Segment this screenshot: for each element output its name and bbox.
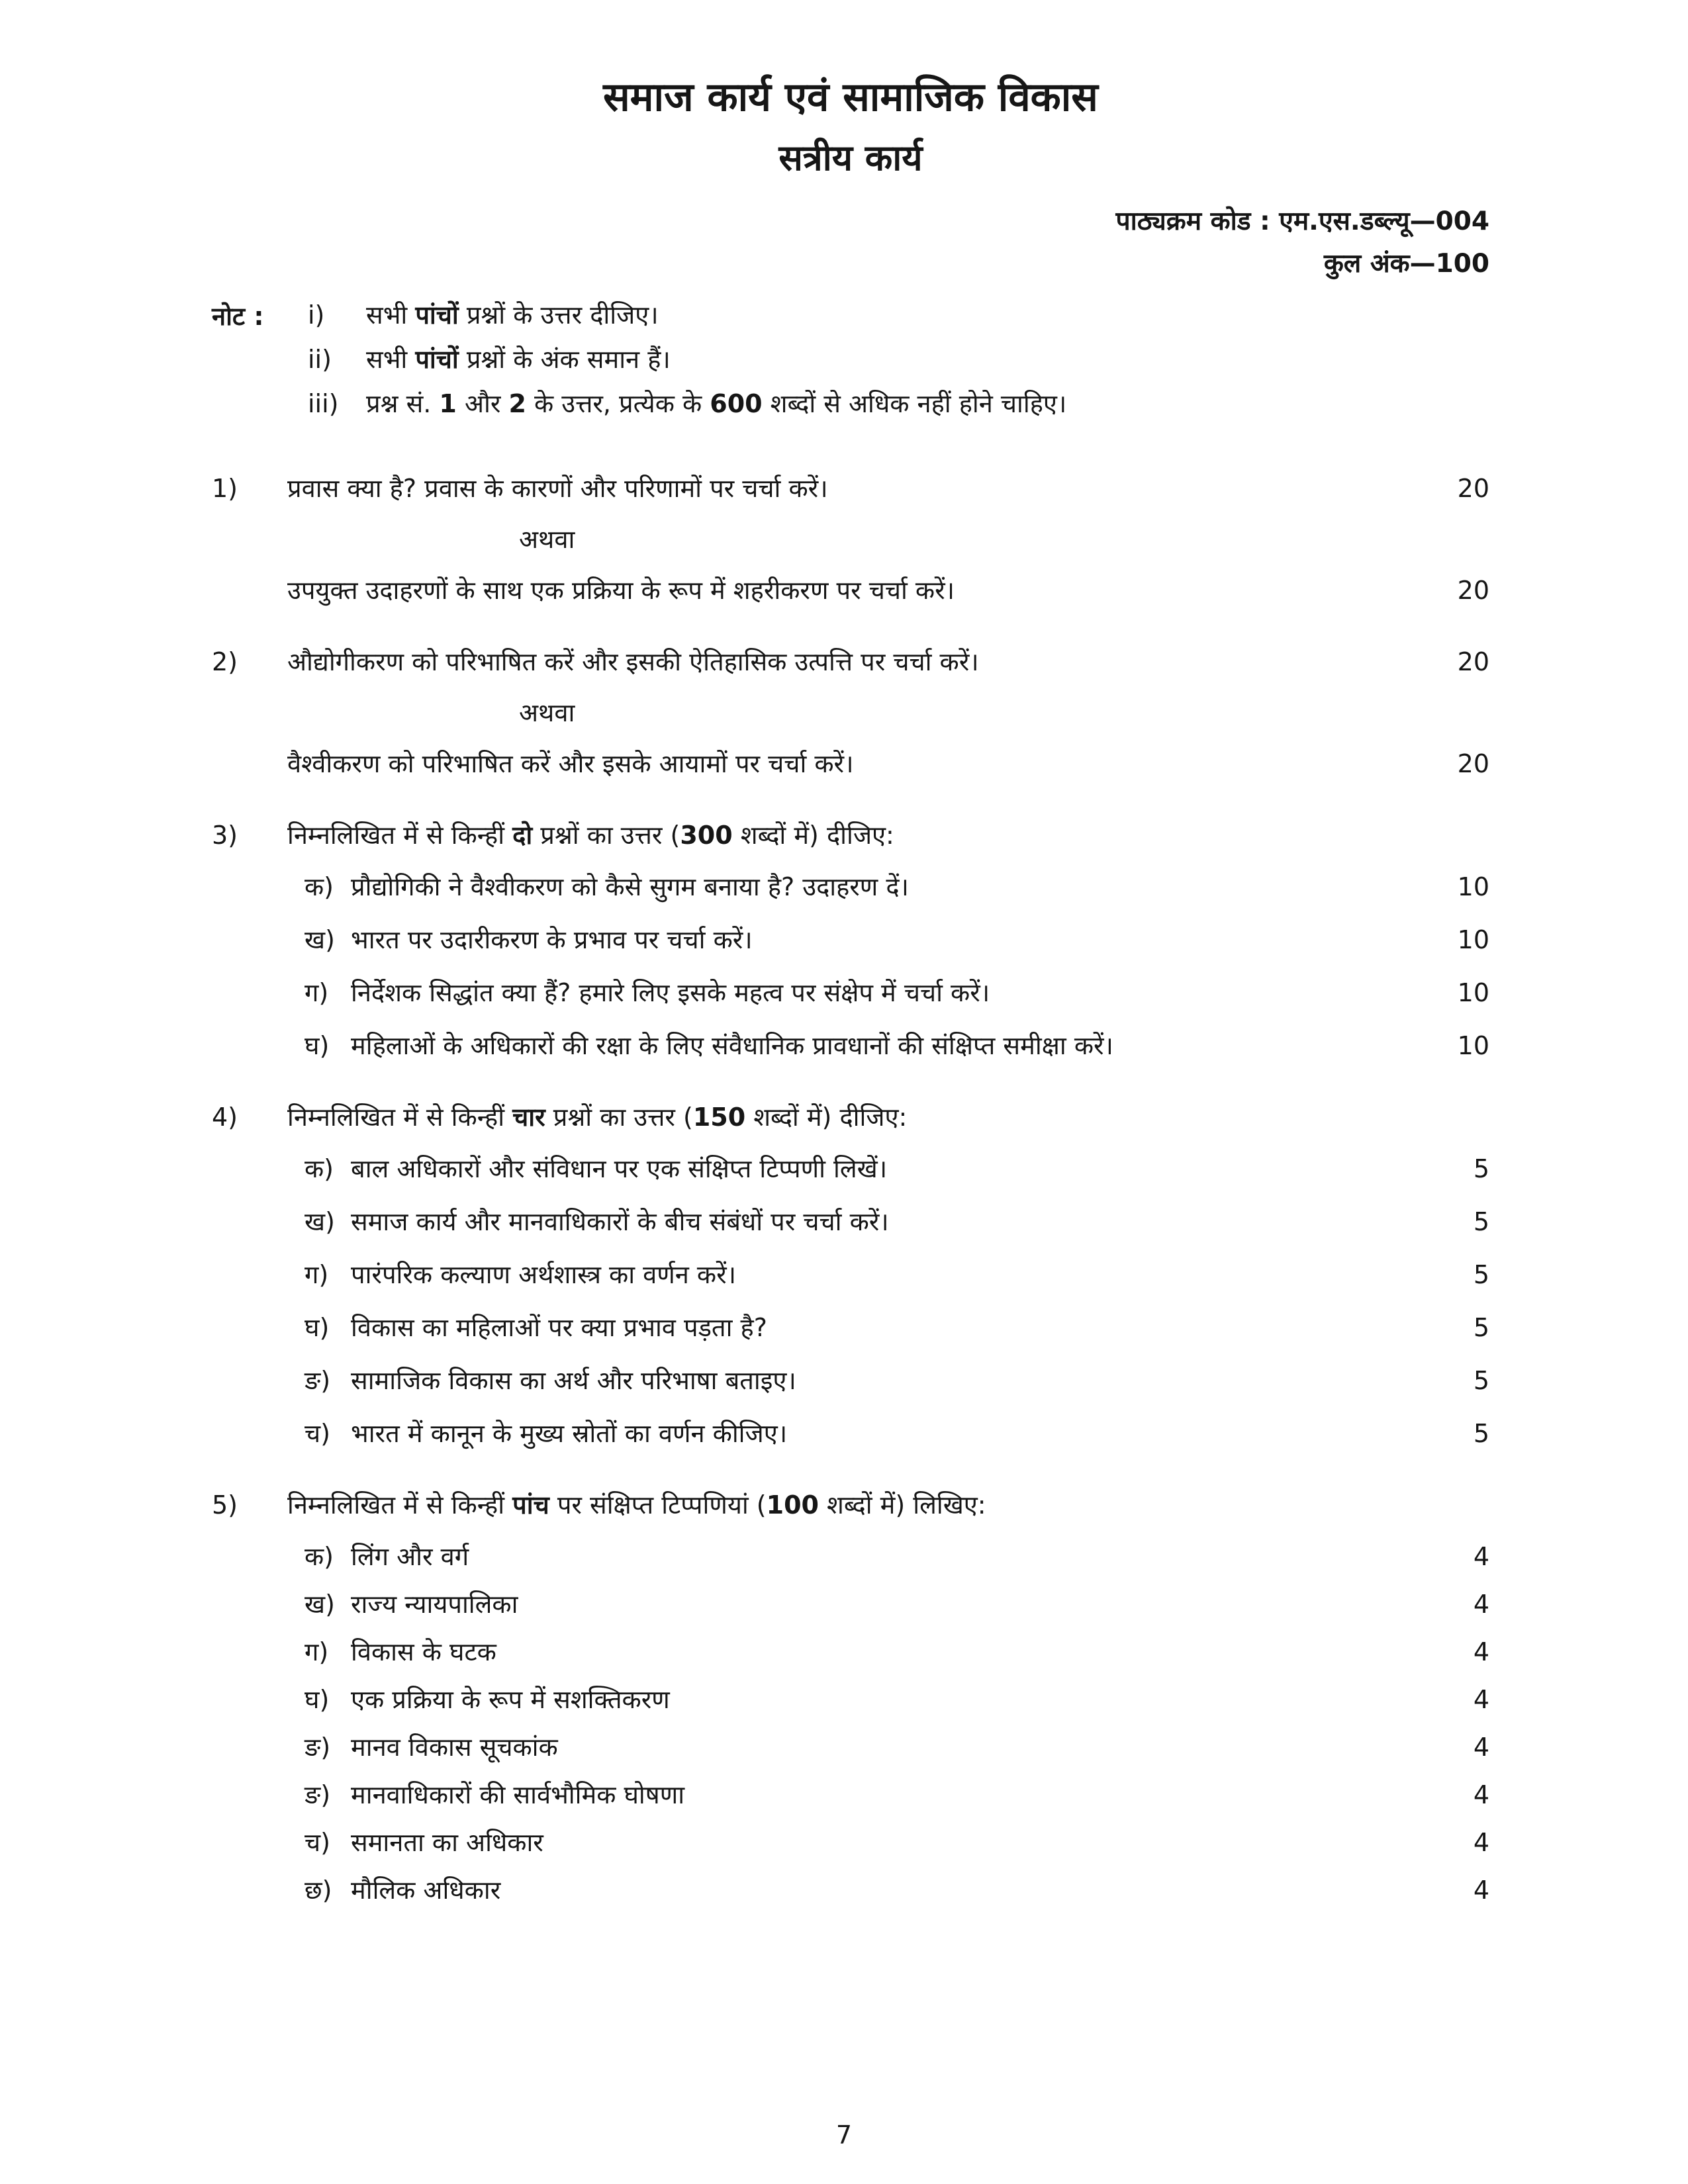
sub-question-marks: 5 — [1473, 1260, 1489, 1290]
note-item-number: i) — [308, 300, 325, 330]
question-intro-row — [212, 818, 1489, 852]
sub-question-row — [212, 1028, 1489, 1063]
sub-question-row — [212, 1635, 1489, 1669]
sub-question-text: भारत पर उदारीकरण के प्रभाव पर चर्चा करें। — [351, 925, 753, 955]
sub-question-text: मौलिक अधिकार — [351, 1876, 501, 1905]
sub-question-text: राज्य न्यायपालिका — [351, 1590, 518, 1619]
text-run: 2 — [508, 389, 526, 419]
sub-question-row — [212, 1152, 1489, 1186]
text-run: 150 — [692, 1103, 746, 1132]
sub-question-marks: 10 — [1457, 1031, 1489, 1061]
sub-question-label: ख) — [305, 925, 335, 955]
text-run: निम्नलिखित में से किन्हीं — [287, 821, 513, 850]
sub-question-marks: 4 — [1473, 1685, 1489, 1715]
text-run: 1 — [439, 389, 457, 419]
note-item-number: iii) — [308, 389, 339, 419]
sub-question-row — [212, 1778, 1489, 1812]
sub-question-label: च) — [305, 1828, 330, 1858]
question-marks: 20 — [1457, 647, 1489, 677]
questions — [212, 471, 1489, 1907]
page-number: 7 — [835, 2120, 853, 2150]
sub-question-text: निर्देशक सिद्धांत क्या हैं? हमारे लिए इसके महत्व पर संक्षेप में चर्चा करें। — [351, 978, 990, 1008]
sub-question-marks: 4 — [1473, 1876, 1489, 1905]
total-marks: कुल अंक—100 — [1323, 248, 1489, 279]
question-intro-text — [287, 1100, 1417, 1134]
text-run: और — [456, 389, 509, 419]
text-run: औद्योगीकरण को परिभाषित करें और इसकी ऐतिहासिक उत्पत्ति पर चर्चा करें। — [287, 647, 979, 677]
text-run: शब्दों से अधिक नहीं होने चाहिए। — [762, 389, 1067, 419]
sub-question-label: ग) — [305, 978, 329, 1008]
note-section — [212, 298, 1489, 432]
sub-question-label: घ) — [305, 1685, 330, 1715]
page-subtitle: सत्रीय कार्य — [778, 137, 923, 179]
text-run: प्रश्नों के उत्तर दीजिए। — [458, 300, 659, 330]
sub-question-text: सामाजिक विकास का अर्थ और परिभाषा बताइए। — [351, 1366, 796, 1396]
question-block — [212, 645, 1489, 781]
sub-question-text: मानवाधिकारों की सार्वभौमिक घोषणा — [351, 1780, 685, 1810]
sub-question-label: ग) — [305, 1637, 329, 1667]
note-item-text — [366, 298, 1489, 332]
sub-question-label: छ) — [305, 1876, 332, 1905]
sub-question-label: च) — [305, 1419, 330, 1449]
sub-question-label: ङ) — [305, 1733, 331, 1762]
sub-question-text: भारत में कानून के मुख्य स्रोतों का वर्णन कीजिए। — [351, 1419, 788, 1449]
sub-question-label: क) — [305, 1154, 334, 1184]
text-run: 600 — [710, 389, 763, 419]
sub-question-marks: 10 — [1457, 872, 1489, 902]
question-intro-row — [212, 1100, 1489, 1134]
sub-question-text: विकास के घटक — [351, 1637, 496, 1667]
course-meta — [212, 201, 1489, 286]
sub-question-label: ग) — [305, 1260, 329, 1290]
or-separator: अथवा — [519, 698, 575, 728]
sub-question-text: प्रौद्योगिकी ने वैश्वीकरण को कैसे सुगम बनाया है? उदाहरण दें। — [351, 872, 909, 902]
text-run: शब्दों में) दीजिए: — [745, 1103, 908, 1132]
text-run: के उत्तर, प्रत्येक के — [526, 389, 710, 419]
sub-question-marks: 4 — [1473, 1733, 1489, 1762]
sub-question-row — [212, 1539, 1489, 1574]
sub-question-text: समाज कार्य और मानवाधिकारों के बीच संबंधों पर चर्चा करें। — [351, 1207, 889, 1237]
text-run: सभी — [366, 345, 416, 375]
text-run: प्रवास क्या है? प्रवास के कारणों और परिणामों पर चर्चा करें। — [287, 474, 828, 504]
question-intro-text — [287, 1488, 1417, 1522]
sub-question-text: पारंपरिक कल्याण अर्थशास्त्र का वर्णन करें। — [351, 1260, 737, 1290]
sub-question-row — [212, 1825, 1489, 1860]
text-run: शब्दों में) लिखिए: — [818, 1490, 986, 1520]
sub-question-row — [212, 1587, 1489, 1621]
question-marks: 20 — [1457, 576, 1489, 606]
text-run: पांचों — [415, 345, 459, 375]
sub-question-marks: 4 — [1473, 1780, 1489, 1810]
sub-question-label: घ) — [305, 1031, 330, 1061]
sub-question-text: बाल अधिकारों और संविधान पर एक संक्षिप्त टिप्पणी लिखें। — [351, 1154, 888, 1184]
sub-question-label: ङ) — [305, 1780, 331, 1810]
question-row — [212, 573, 1489, 608]
text-run: पर संक्षिप्त टिप्पणियां ( — [549, 1490, 767, 1520]
text-run: दो — [512, 821, 533, 850]
question-row — [212, 471, 1489, 506]
page-title: समाज कार्य एवं सामाजिक विकास — [603, 74, 1098, 120]
question-text — [287, 645, 1417, 679]
sub-question-text: लिंग और वर्ग — [351, 1542, 469, 1572]
text-run: शब्दों में) दीजिए: — [732, 821, 894, 850]
sub-question-row — [212, 1730, 1489, 1764]
question-intro-row — [212, 1488, 1489, 1522]
text-run: 300 — [680, 821, 733, 850]
text-run: निम्नलिखित में से किन्हीं — [287, 1490, 513, 1520]
sub-question-marks: 4 — [1473, 1590, 1489, 1619]
text-run: प्रश्नों का उत्तर ( — [545, 1103, 693, 1132]
sub-question-label: क) — [305, 1542, 334, 1572]
note-item — [308, 298, 1489, 332]
question-text — [287, 747, 1417, 781]
text-run: पांचों — [415, 300, 459, 330]
sub-question-row — [212, 1682, 1489, 1717]
question-row — [212, 645, 1489, 679]
note-item — [308, 343, 1489, 376]
note-items — [308, 298, 1489, 432]
question-marks: 20 — [1457, 474, 1489, 504]
question-block — [212, 1488, 1489, 1907]
text-run: वैश्वीकरण को परिभाषित करें और इसके आयामों पर चर्चा करें। — [287, 749, 854, 779]
text-run: उपयुक्त उदाहरणों के साथ एक प्रक्रिया के रूप में शहरीकरण पर चर्चा करें। — [287, 576, 955, 606]
sub-question-text: महिलाओं के अधिकारों की रक्षा के लिए संवैधानिक प्रावधानों की संक्षिप्त समीक्षा करें। — [351, 1031, 1113, 1061]
or-separator: अथवा — [519, 525, 575, 555]
note-label: नोट : — [212, 302, 264, 332]
text-run: प्रश्नों के अंक समान हैं। — [458, 345, 671, 375]
question-text — [287, 471, 1417, 506]
sub-question-label: ख) — [305, 1207, 335, 1237]
question-text — [287, 573, 1417, 608]
sub-question-row — [212, 1873, 1489, 1907]
sub-question-row — [212, 1310, 1489, 1345]
question-number: 5) — [212, 1490, 238, 1520]
sub-question-row — [212, 923, 1489, 957]
sub-question-row — [212, 870, 1489, 904]
text-run: सभी — [366, 300, 416, 330]
note-item — [308, 387, 1489, 420]
sub-question-row — [212, 1257, 1489, 1292]
sub-question-text: मानव विकास सूचकांक — [351, 1733, 558, 1762]
sub-question-label: ङ) — [305, 1366, 331, 1396]
question-block — [212, 1100, 1489, 1451]
text-run: 100 — [766, 1490, 819, 1520]
sub-question-label: क) — [305, 872, 334, 902]
sub-question-marks: 4 — [1473, 1637, 1489, 1667]
sub-question-marks: 5 — [1473, 1419, 1489, 1449]
sub-question-text: एक प्रक्रिया के रूप में सशक्तिकरण — [351, 1685, 670, 1715]
question-block — [212, 471, 1489, 608]
sub-question-marks: 5 — [1473, 1154, 1489, 1184]
text-run: पांच — [512, 1490, 549, 1520]
sub-question-text: विकास का महिलाओं पर क्या प्रभाव पड़ता है? — [351, 1313, 767, 1343]
note-item-text — [366, 343, 1489, 376]
text-run: चार — [512, 1103, 545, 1132]
text-run: निम्नलिखित में से किन्हीं — [287, 1103, 513, 1132]
course-code: पाठ्यक्रम कोड : एम.एस.डब्ल्यू—004 — [1115, 206, 1489, 236]
question-number: 4) — [212, 1103, 238, 1132]
question-marks: 20 — [1457, 749, 1489, 779]
page-footer — [0, 2120, 1688, 2150]
sub-question-row — [212, 976, 1489, 1010]
question-row — [212, 747, 1489, 781]
sub-question-text: समानता का अधिकार — [351, 1828, 543, 1858]
note-item-text — [366, 387, 1489, 420]
sub-question-row — [212, 1205, 1489, 1239]
sub-question-marks: 5 — [1473, 1313, 1489, 1343]
sub-question-row — [212, 1416, 1489, 1451]
sub-question-marks: 5 — [1473, 1207, 1489, 1237]
question-number: 2) — [212, 647, 238, 677]
text-run: प्रश्नों का उत्तर ( — [532, 821, 680, 850]
sub-question-label: ख) — [305, 1590, 335, 1619]
text-run: प्रश्न सं. — [366, 389, 440, 419]
note-item-number: ii) — [308, 345, 332, 375]
sub-question-marks: 10 — [1457, 925, 1489, 955]
question-block — [212, 818, 1489, 1063]
sub-question-row — [212, 1363, 1489, 1398]
sub-question-label: घ) — [305, 1313, 330, 1343]
question-number: 3) — [212, 821, 238, 850]
question-intro-text — [287, 818, 1417, 852]
sub-question-marks: 4 — [1473, 1828, 1489, 1858]
sub-question-marks: 10 — [1457, 978, 1489, 1008]
question-number: 1) — [212, 474, 238, 504]
sub-question-marks: 4 — [1473, 1542, 1489, 1572]
sub-question-marks: 5 — [1473, 1366, 1489, 1396]
